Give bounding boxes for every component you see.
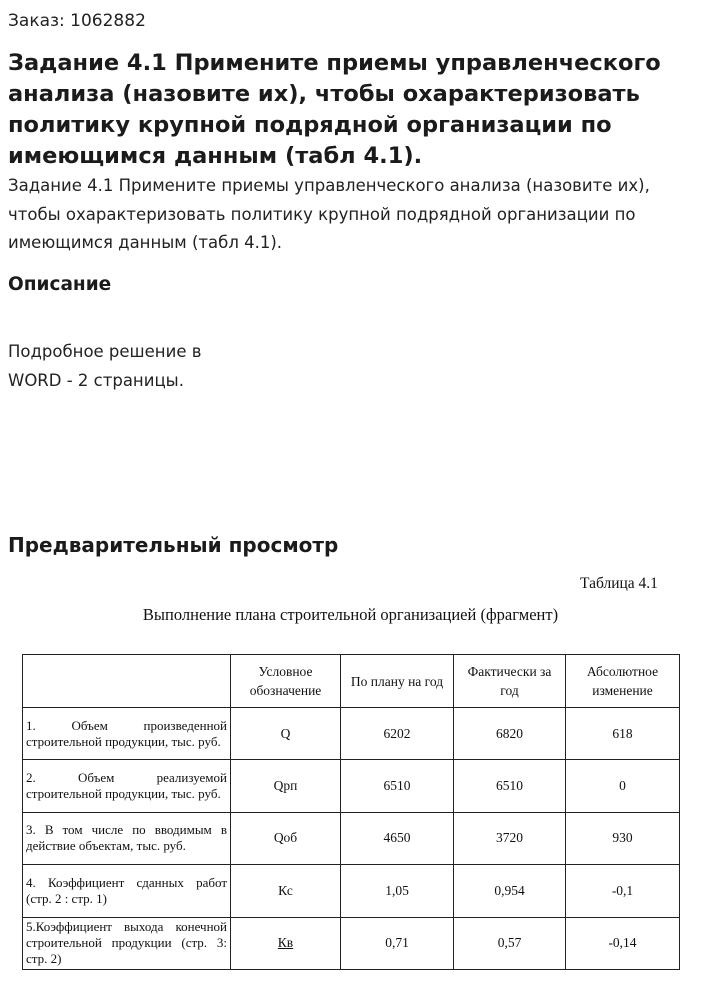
order-number: Заказ: 1062882 [8, 11, 146, 31]
row-symbol: Qрп [231, 760, 341, 812]
row-change: -0,14 [566, 917, 680, 969]
row-plan: 6202 [341, 708, 454, 760]
header-cell-plan: По плану на год [341, 655, 454, 708]
row-fact: 3720 [454, 812, 566, 864]
row-change: 0 [566, 760, 680, 812]
header-cell-name [23, 655, 231, 708]
description-heading: Описание [8, 274, 112, 295]
header-cell-symbol: Условное обозначение [231, 655, 341, 708]
row-plan: 0,71 [341, 917, 454, 969]
header-cell-change: Абсолютное изменение [566, 655, 680, 708]
page-title: Задание 4.1 Примените приемы управленческого анализа (назовите их), чтобы охарактеризовать политику крупной подрядной организации по имеющимся данным (табл 4.1). [8, 50, 661, 169]
table-row [23, 865, 680, 917]
row-change: 930 [566, 812, 680, 864]
row-name: 2. Объем реализуемой строительной продукции, тыс. руб. [23, 760, 231, 812]
table-header-row [23, 655, 680, 708]
row-symbol: Q [231, 708, 341, 760]
preview-document [0, 565, 701, 983]
row-change: 618 [566, 708, 680, 760]
row-fact: 6510 [454, 760, 566, 812]
row-change: -0,1 [566, 865, 680, 917]
table-row [23, 760, 680, 812]
row-symbol: Qоб [231, 812, 341, 864]
table-row [23, 812, 680, 864]
description-text [8, 337, 268, 395]
row-name: 1. Объем произведенной строительной продукции, тыс. руб. [23, 708, 231, 760]
table-caption: Таблица 4.1 [580, 575, 658, 592]
row-plan: 4650 [341, 812, 454, 864]
header-cell-fact: Фактически за год [454, 655, 566, 708]
row-plan: 1,05 [341, 865, 454, 917]
table-row [23, 708, 680, 760]
row-fact: 0,954 [454, 865, 566, 917]
row-fact: 6820 [454, 708, 566, 760]
row-plan: 6510 [341, 760, 454, 812]
row-fact: 0,57 [454, 917, 566, 969]
table-title: Выполнение плана строительной организацией (фрагмент) [142, 605, 559, 624]
row-name: 4. Коэффициент сданных работ (стр. 2 : стр. 1) [23, 865, 231, 917]
row-symbol: Кв [231, 917, 341, 969]
description-line-2: WORD - 2 страницы. [8, 371, 184, 390]
preview-heading: Предварительный просмотр [8, 533, 339, 557]
row-name: 5.Коэффициент выхода конечной строительной продукции (стр. 3: стр. 2) [23, 917, 231, 969]
task-intro: Задание 4.1 Примените приемы управленческого анализа (назовите их), чтобы охарактеризовать политику крупной подрядной организации по имеющимся данным (табл 4.1). [8, 176, 650, 252]
row-symbol: Кс [231, 865, 341, 917]
table-row [23, 917, 680, 969]
row-name: 3. В том числе по вводимым в действие объектам, тыс. руб. [23, 812, 231, 864]
description-line-1: Подробное решение в [8, 342, 202, 361]
plan-table [22, 654, 680, 970]
